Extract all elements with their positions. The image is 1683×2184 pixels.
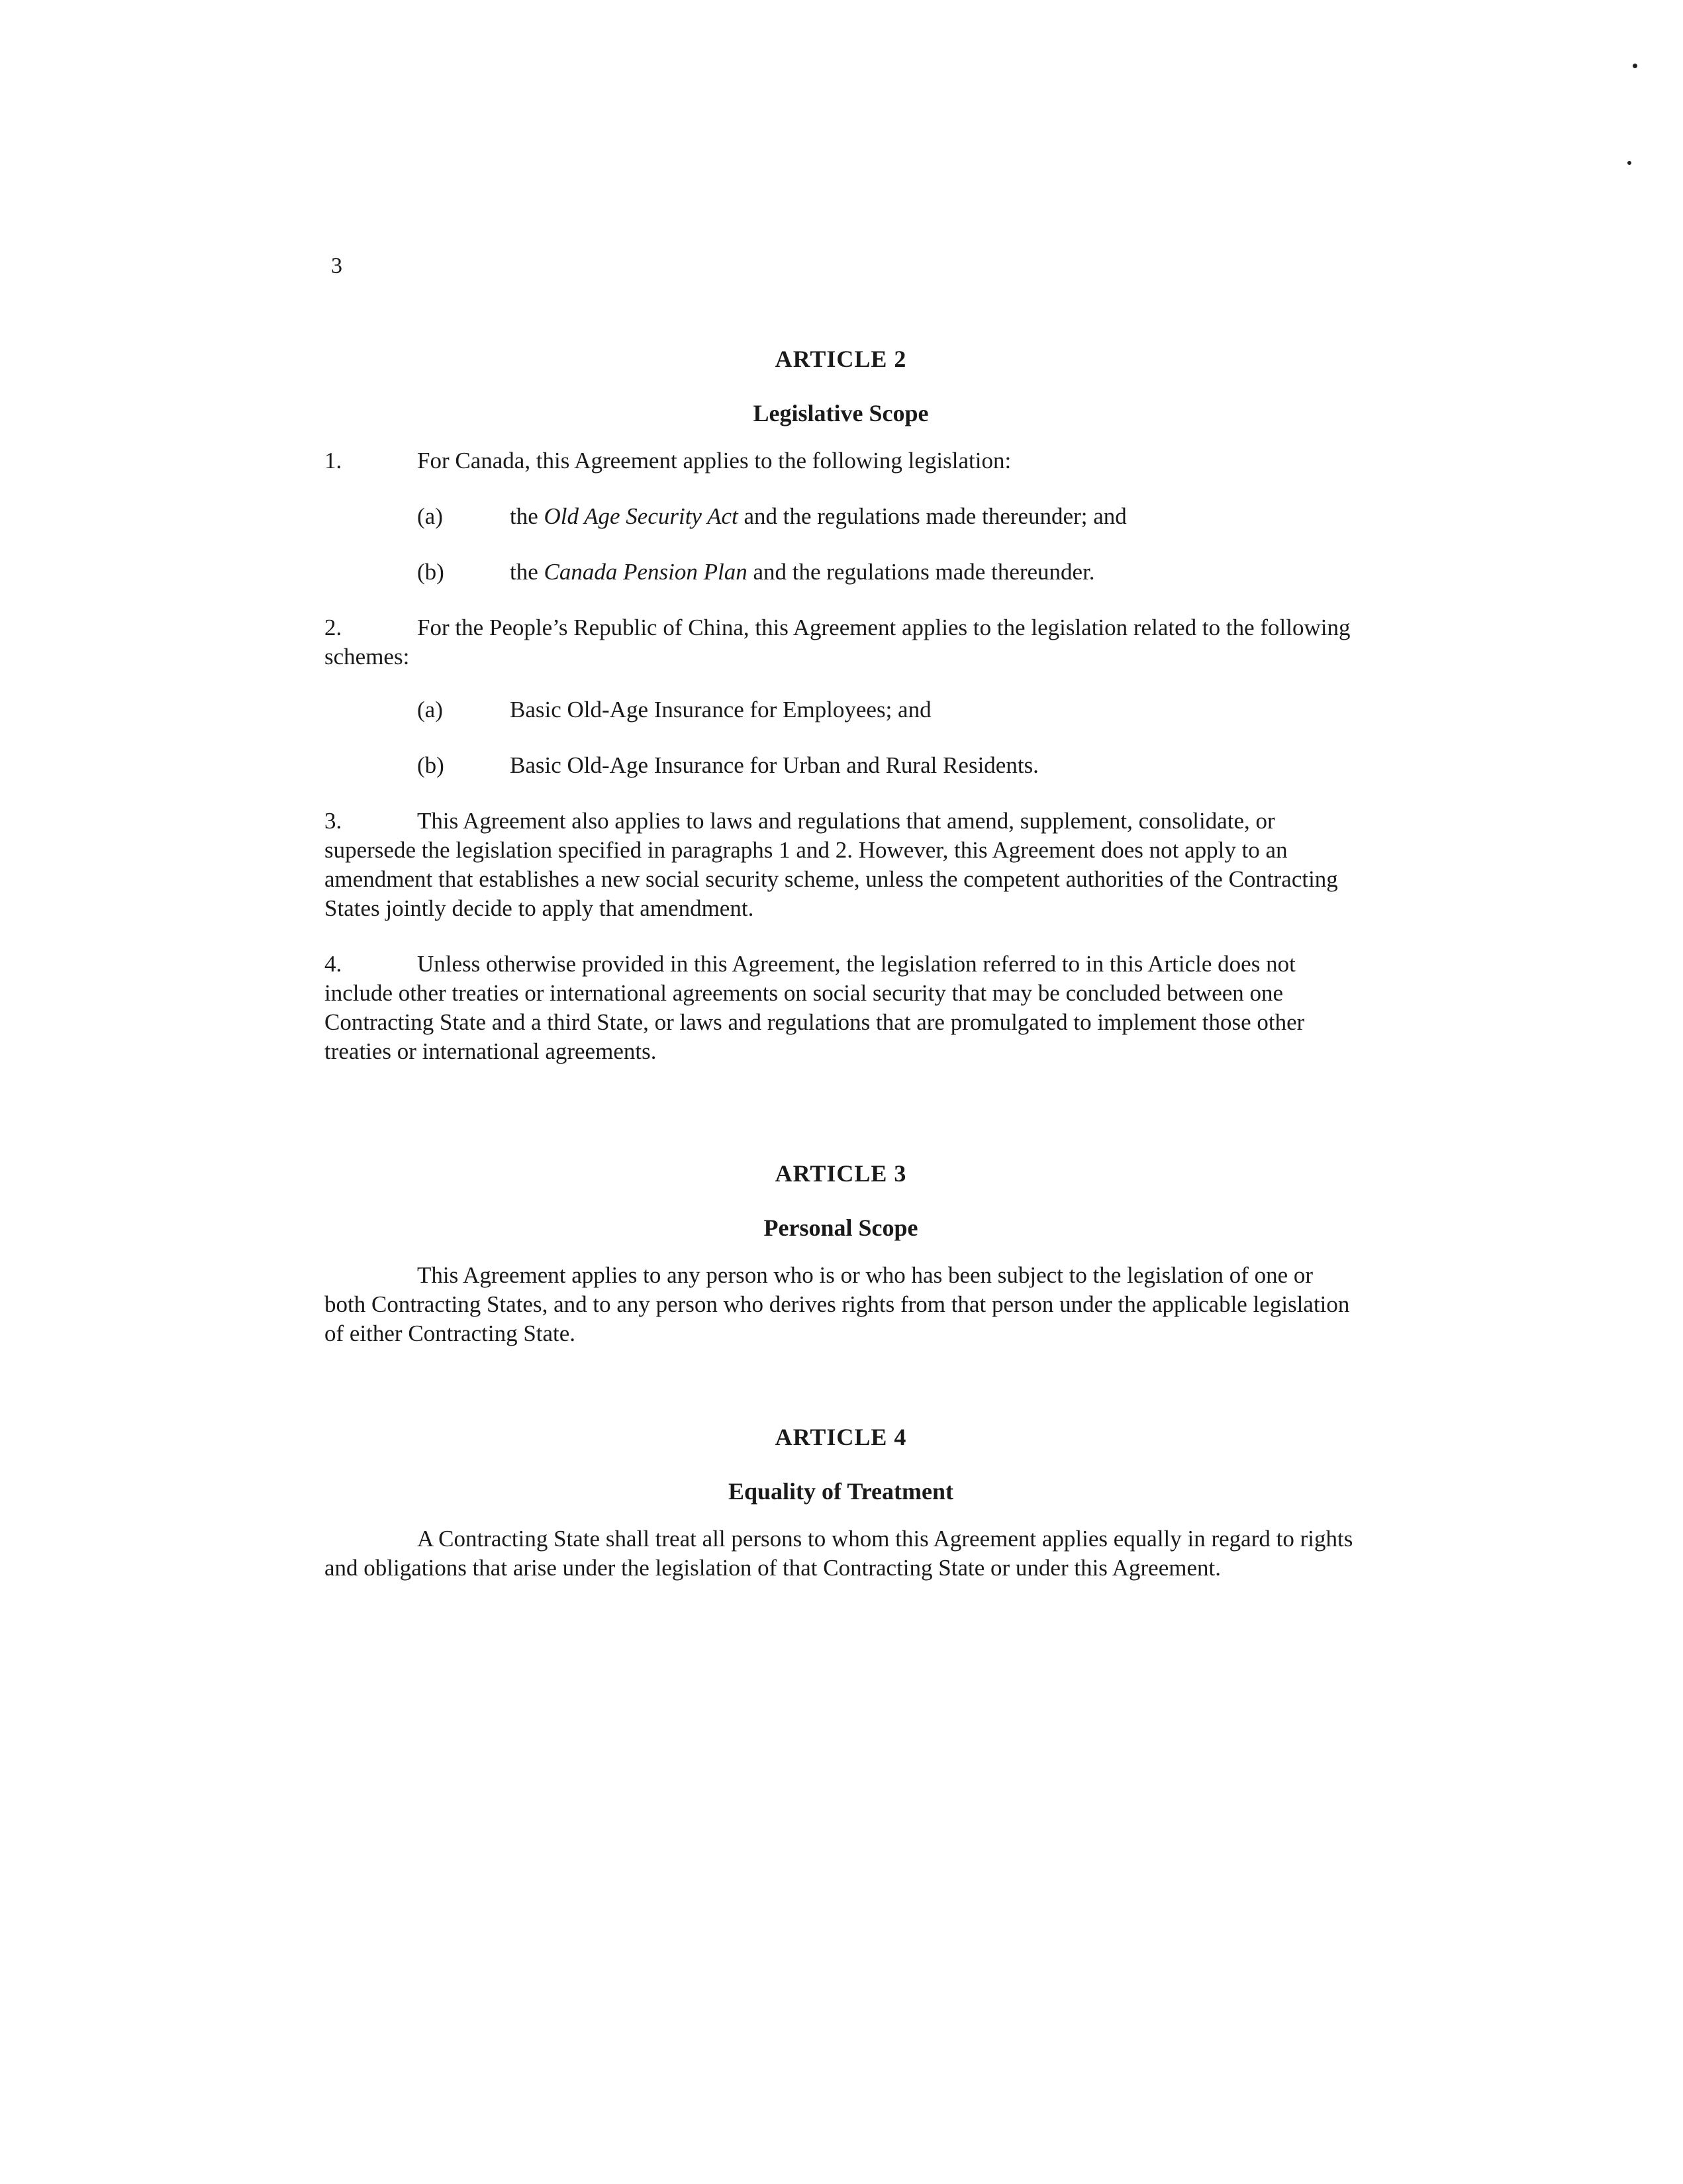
paragraph-number: 4. [324,951,342,977]
sub-item-a [417,502,1357,531]
article-title: ARTICLE 2 [775,346,907,372]
sub-item-label: (b) [417,559,444,585]
paragraph-text: A Contracting State shall treat all persons to whom this Agreement applies equally in regard to rights and obligations that arise under the legislation of that Contracting State or under this Agreement. [324,1526,1353,1581]
page-number: 3 [331,254,342,278]
article-title: ARTICLE 3 [775,1160,907,1187]
scan-speck [1633,64,1637,68]
paragraph-number: 3. [324,808,342,834]
document-body [324,344,1357,1609]
article-heading: Personal Scope [763,1215,918,1241]
paragraph-2 [324,613,1357,671]
article-4 [324,1422,1357,1583]
sub-item-text: the Old Age Security Act and the regulations made thereunder; and [510,503,1127,529]
paragraph-number: 1. [324,448,342,473]
article-title: ARTICLE 4 [775,1424,907,1450]
paragraph-text: For Canada, this Agreement applies to the following legislation: [417,448,1012,473]
sub-item-b [417,751,1357,780]
sub-item-a [417,695,1357,724]
article-2 [324,344,1357,1066]
paragraph-3 [324,807,1357,923]
act-title: Canada Pension Plan [544,559,747,585]
paragraph-text: This Agreement also applies to laws and regulations that amend, supplement, consolidate, or supersede the legislation specified in paragraphs 1 and 2. However, this Agreement does not apply to an amendment that establishes a new social security scheme, unless the competent authorities of the Contracting States jointly decide to apply that amendment. [324,808,1338,921]
paragraph-1 [324,446,1357,475]
paragraph-number: 2. [324,615,342,640]
section-spacer [324,1375,1357,1422]
sub-item-b [417,558,1357,587]
article-heading: Legislative Scope [753,400,929,426]
paragraph-text: Unless otherwise provided in this Agreement, the legislation referred to in this Article does not include other treaties or international agreements on social security that may be concluded between one Contracting State and a third State, or laws and regulations that are promulgated to implement those other treaties or international agreements. [324,951,1305,1064]
article-heading: Equality of Treatment [728,1478,953,1505]
sub-item-label: (a) [417,697,443,722]
article-3 [324,1159,1357,1348]
sub-item-label: (b) [417,752,444,778]
paragraph-text: This Agreement applies to any person who is or who has been subject to the legislation of one or both Contracting States, and to any person who derives rights from that person under the applicable legislation of either Contracting State. [324,1262,1350,1346]
sub-item-text: Basic Old-Age Insurance for Urban and Rural Residents. [510,752,1039,778]
sub-item-label: (a) [417,503,443,529]
section-spacer [324,1093,1357,1159]
paragraph-4 [324,950,1357,1066]
act-title: Old Age Security Act [544,503,738,529]
sub-item-text: the Canada Pension Plan and the regulations made thereunder. [510,559,1095,585]
scan-speck [1627,161,1631,165]
sub-item-text: Basic Old-Age Insurance for Employees; and [510,697,932,722]
paragraph-text: For the People’s Republic of China, this Agreement applies to the legislation related to the following schemes: [324,615,1351,670]
